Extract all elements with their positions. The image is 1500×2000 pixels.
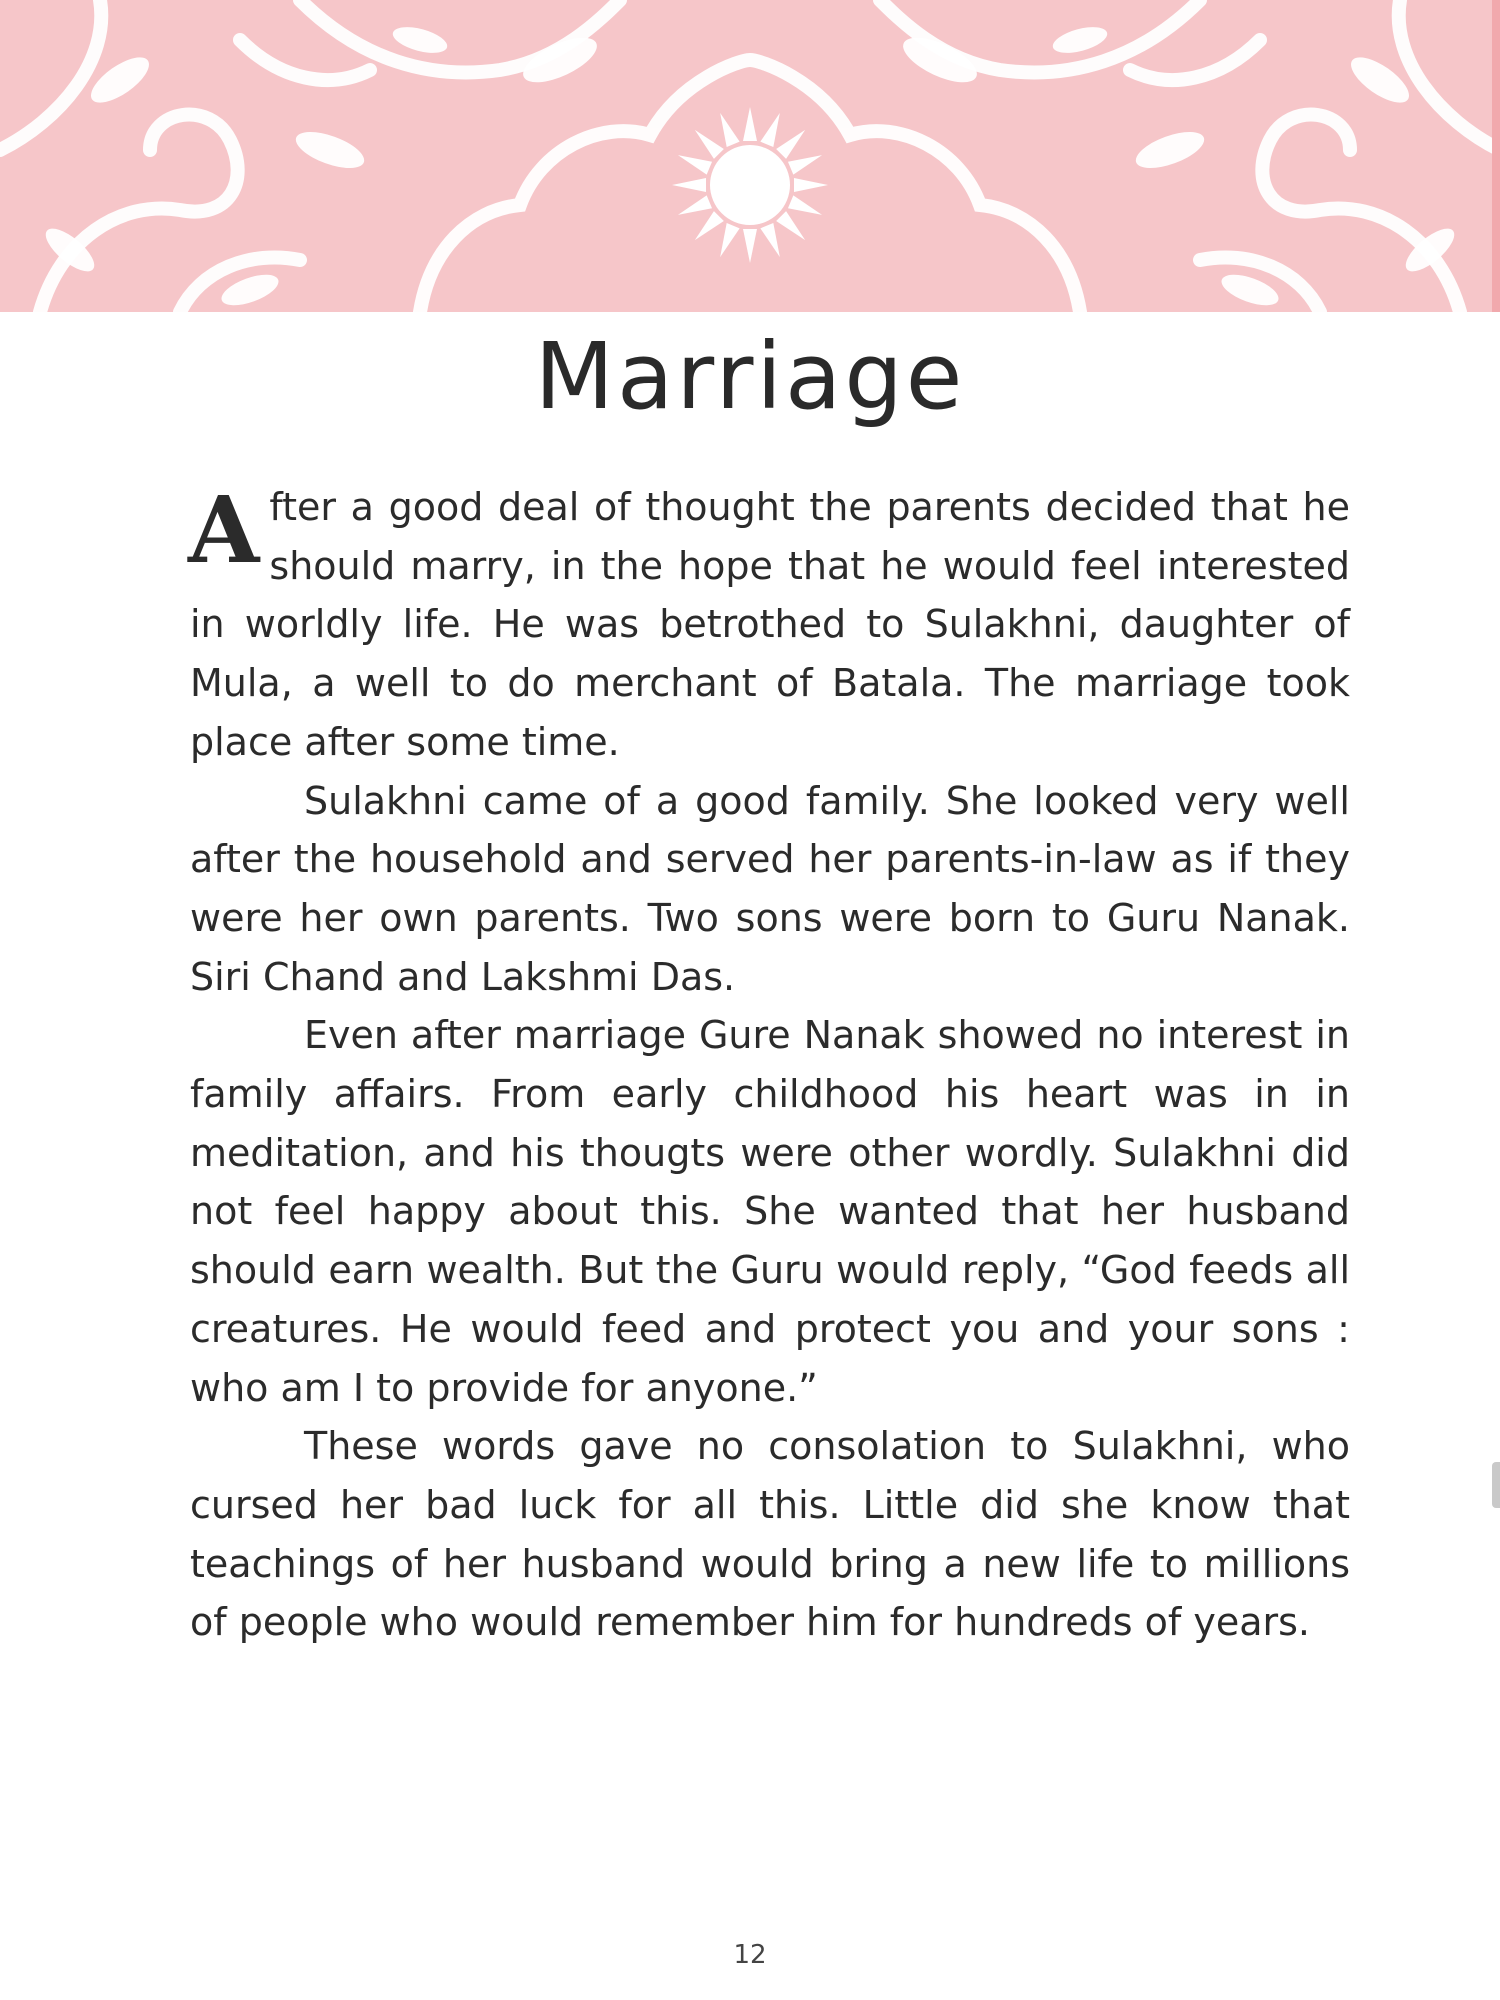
scan-edge-mark <box>1492 1462 1500 1508</box>
floral-sun-ornament-icon <box>0 0 1500 312</box>
decorative-header-banner <box>0 0 1500 312</box>
paragraph-3: Even after marriage Gure Nanak showed no interest in family affairs. From early childhood his heart was in in meditation, and his thougts were other wordly. Sulakhni did not feel happy about this. She wanted that her husband should earn wealth. But the Guru would reply, “God feeds all creatures. He would feed and protect you and your sons : who am I to provide for anyone.” <box>190 1013 1350 1410</box>
drop-cap: A <box>188 476 260 584</box>
paragraph-1-text: fter a good deal of thought the parents decided that he should marry, in the hope that he would feel interested in worldly life. He was betrothed to Sulakhni, daughter of Mula, a well to do merchant of Batala. The marriage took place after some time. <box>190 485 1350 764</box>
page-number: 12 <box>733 1940 767 1970</box>
paragraph-2: Sulakhni came of a good family. She looked very well after the household and served her parents-in-law as if they were her own parents. Two sons were born to Guru Nanak. Siri Chand and Lakshmi Das. <box>190 778 1350 999</box>
article-body <box>190 478 1350 1652</box>
paragraph-1 <box>190 478 1350 772</box>
page-title: Marriage <box>534 323 966 430</box>
banner-edge <box>1492 0 1500 312</box>
paragraph-4: These words gave no consolation to Sulakhni, who cursed her bad luck for all this. Little did she know that teachings of her husband would bring a new life to millions of people who would remember him for hundreds of years. <box>190 1424 1350 1645</box>
